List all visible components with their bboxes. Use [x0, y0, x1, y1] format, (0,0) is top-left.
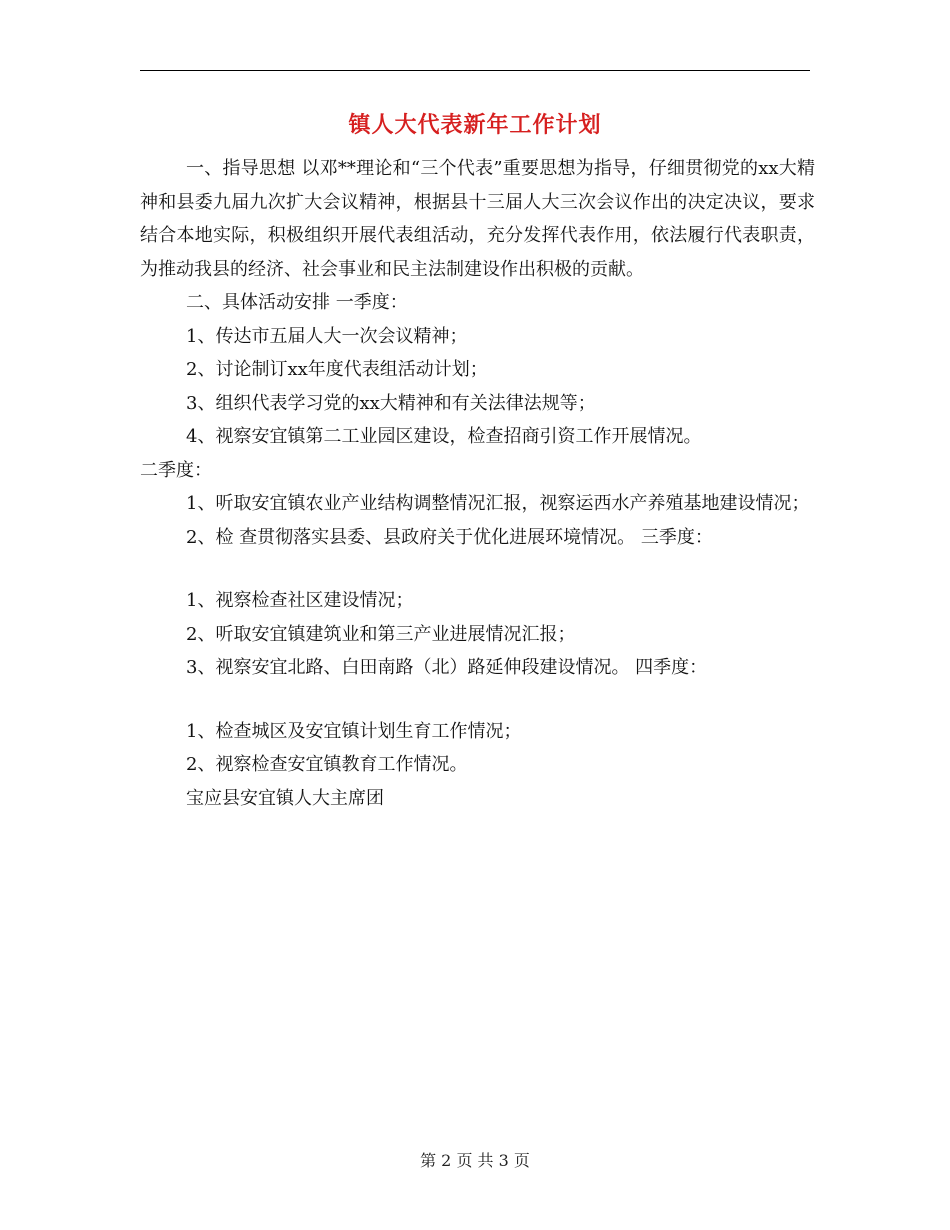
header-rule [140, 70, 810, 71]
signature-line: 宝应县安宜镇人大主席团 [186, 787, 384, 809]
paragraph-spacer [140, 554, 815, 584]
paragraph-guiding-thought: 一、指导思想 以邓**理论和“三个代表”重要思想为指导，仔细贯彻党的xx大精神和县委九届九次扩大会议精神，根据县十三届人大三次会议作出的决定决议，要求结合本地实际，积极组织开展代表组活动，充分发挥代表作用，依法履行代表职责，为推动我县的经济、社会事业和民主法制建设作出积极的贡献。 [140, 158, 815, 280]
list-item: 3、视察安宜北路、白田南路（北）路延伸段建设情况。 四季度： [186, 657, 708, 678]
list-item: 2、视察检查安宜镇教育工作情况。 [186, 754, 468, 775]
list-item: 1、视察检查社区建设情况； [186, 590, 414, 611]
list-item: 3、组织代表学习党的xx大精神和有关法律法规等； [186, 392, 596, 414]
list-item: 1、听取安宜镇农业产业结构调整情况汇报，视察运西水产养殖基地建设情况； [186, 493, 810, 514]
paragraph-schedule-q1: 二、具体活动安排 一季度： [186, 292, 408, 313]
document-body [140, 152, 815, 815]
list-item: 2、检 查贯彻落实县委、县政府关于优化进展环境情况。 三季度： [186, 526, 713, 548]
list-item: 2、讨论制订xx年度代表组活动计划； [186, 359, 488, 380]
section-heading-q2: 二季度： [140, 459, 212, 481]
list-item: 4、视察安宜镇第二工业园区建设，检查招商引资工作开展情况。 [186, 426, 702, 447]
list-item: 1、检查城区及安宜镇计划生育工作情况； [186, 720, 522, 742]
paragraph-spacer [140, 685, 815, 715]
list-item: 1、传达市五届人大一次会议精神； [186, 325, 468, 347]
list-item: 2、听取安宜镇建筑业和第三产业进展情况汇报； [186, 623, 576, 645]
document-title: 镇人大代表新年工作计划 [348, 113, 602, 138]
page-number: 第 2 页 共 3 页 [420, 1151, 530, 1170]
